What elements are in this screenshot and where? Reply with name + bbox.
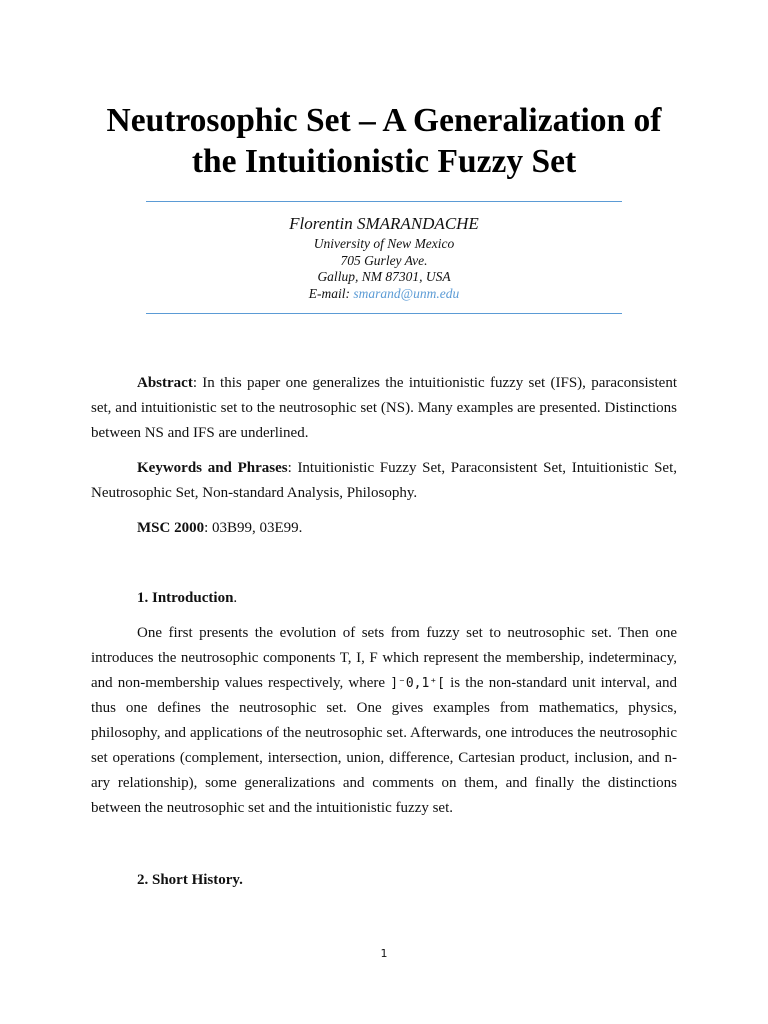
title-line-2: the Intuitionistic Fuzzy Set [191, 143, 577, 180]
msc-text: : 03B99, 03E99. [204, 520, 303, 536]
msc-label: MSC 2000 [137, 520, 205, 536]
title-line-1: Neutrosophic Set – A Generalization of [106, 102, 662, 139]
abstract-text: : In this paper one generalizes the intuitionistic fuzzy set (IFS), paraconsistent set, and intuitionistic set to the neutrosophic set (NS). Many examples are presented. Distinctions between NS and IFS are underlined. [91, 375, 677, 441]
section-1-heading [137, 586, 237, 611]
email-link[interactable]: smarand@unm.edu [353, 286, 460, 302]
intro-text-part-1: One first presents the evolution of sets from fuzzy set to neutrosophic set. Then one introduces the neutrosophic components T, I, F which represent the membership, indeterminacy, and non-membership values respectively, where [91, 625, 677, 691]
keywords-text: : Intuitionistic Fuzzy Set, Paraconsistent Set, Intuitionistic Set, Neutrosophic Set, Non-standard Analysis, Philosophy. [91, 460, 677, 501]
section-2-heading-text: 2. Short History. [137, 872, 243, 888]
author-email-line [60, 286, 708, 303]
author-street: 705 Gurley Ave. [340, 252, 428, 268]
unit-interval-formula: ]⁻0,1⁺[ [390, 676, 445, 691]
section-2-heading [137, 868, 243, 893]
author-affiliation: University of New Mexico [313, 236, 455, 251]
abstract-label: Abstract [137, 375, 193, 391]
section-1-heading-text: 1. Introduction [137, 590, 234, 606]
title-divider-bottom [146, 313, 622, 314]
keywords-paragraph [91, 456, 677, 506]
keywords-label: Keywords and Phrases [137, 460, 288, 476]
author-city: Gallup, NM 87301, USA [317, 269, 451, 285]
abstract-paragraph [91, 371, 677, 446]
section-1-heading-tail: . [233, 590, 238, 606]
title-divider-top [146, 201, 622, 202]
author-block [60, 212, 708, 303]
msc-paragraph [91, 516, 677, 541]
introduction-paragraph [91, 621, 677, 821]
email-label: E-mail: [308, 286, 354, 302]
intro-text-part-2: is the non-standard unit interval, and thus one defines the neutrosophic set. One gives examples from mathematics, physics, philosophy, and applications of the neutrosophic set. Afterwards, one introduces the neutrosophic set operations (complement, intersection, union, difference, Cartesian product, inclusion, and n-ary relationship), some generalizations and comments on them, and finally the distinctions between the neutrosophic set and the intuitionistic fuzzy set. [91, 675, 677, 816]
page-number: 1 [380, 947, 388, 960]
author-name: Florentin SMARANDACHE [289, 214, 479, 233]
paper-title [60, 100, 708, 182]
